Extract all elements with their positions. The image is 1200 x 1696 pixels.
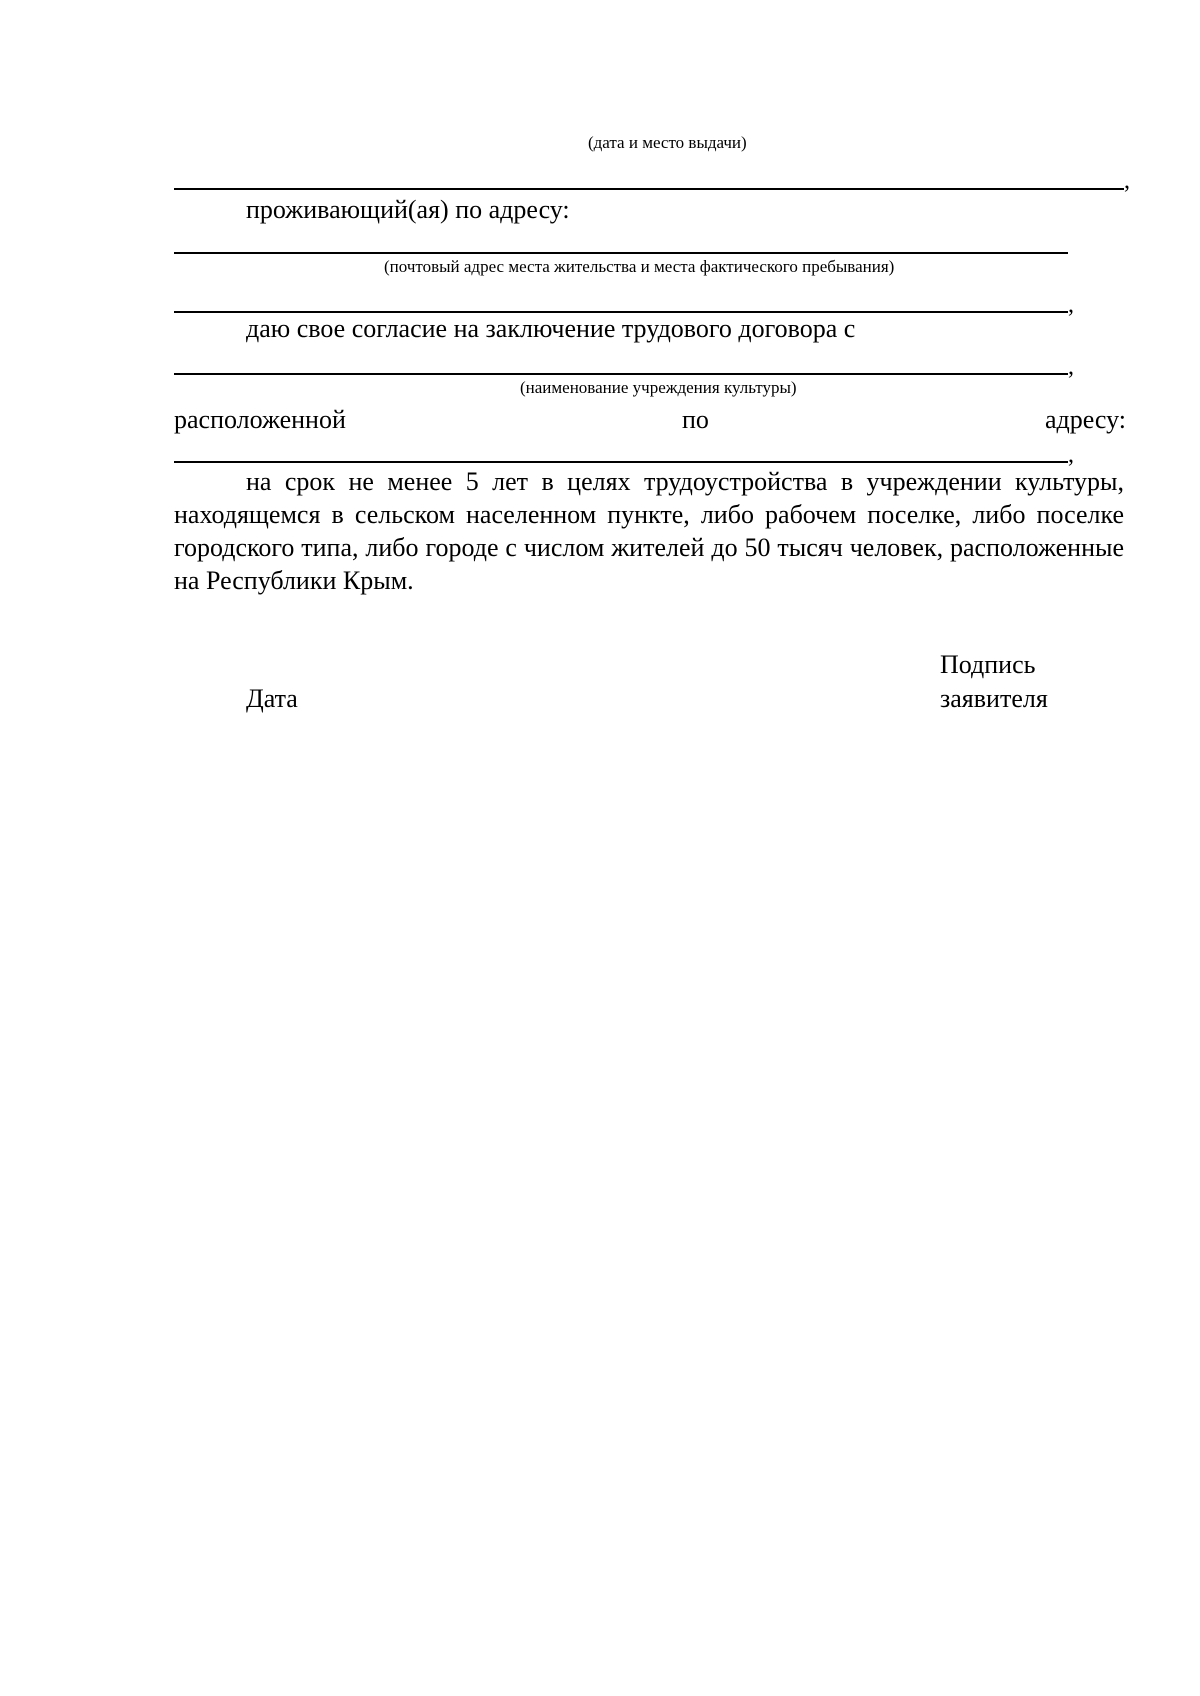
consent-paragraph: на срок не менее 5 лет в целях трудоустройства в учреждении культуры, находящемся в сельском населенном пункте, либо рабочем поселке, либо поселке городского типа, либо городе с числом жителей до 50 тысяч человек, расположенные на Республики Крым.	[174, 467, 1124, 595]
located-address-label: адресу:	[1044, 405, 1126, 434]
signature-label-line1: Подпись	[940, 650, 1036, 679]
located-word: расположенной	[174, 405, 346, 434]
located-preposition: по	[681, 405, 709, 434]
fill-line-address-1[interactable]	[174, 252, 1068, 254]
date-label: Дата	[246, 684, 298, 713]
fill-line-address-2[interactable]	[174, 311, 1068, 313]
caption-issue-date-place: (дата и место выдачи)	[588, 133, 747, 152]
label-consent: даю свое согласие на заключение трудового договора с	[246, 314, 856, 343]
comma-issue: ,	[1124, 168, 1130, 194]
comma-institution: ,	[1068, 354, 1074, 380]
located-address-row	[174, 405, 1126, 437]
comma-location: ,	[1068, 442, 1074, 468]
fill-line-institution[interactable]	[174, 373, 1068, 375]
caption-institution-name: (наименование учреждения культуры)	[520, 378, 797, 397]
fill-line-issue[interactable]	[174, 188, 1124, 190]
caption-postal-address: (почтовый адрес места жительства и места фактического пребывания)	[384, 257, 895, 276]
comma-address: ,	[1068, 292, 1074, 318]
label-residing: проживающий(ая) по адресу:	[246, 195, 570, 224]
fill-line-location-address[interactable]	[174, 461, 1068, 463]
signature-label-line2: заявителя	[940, 684, 1048, 713]
